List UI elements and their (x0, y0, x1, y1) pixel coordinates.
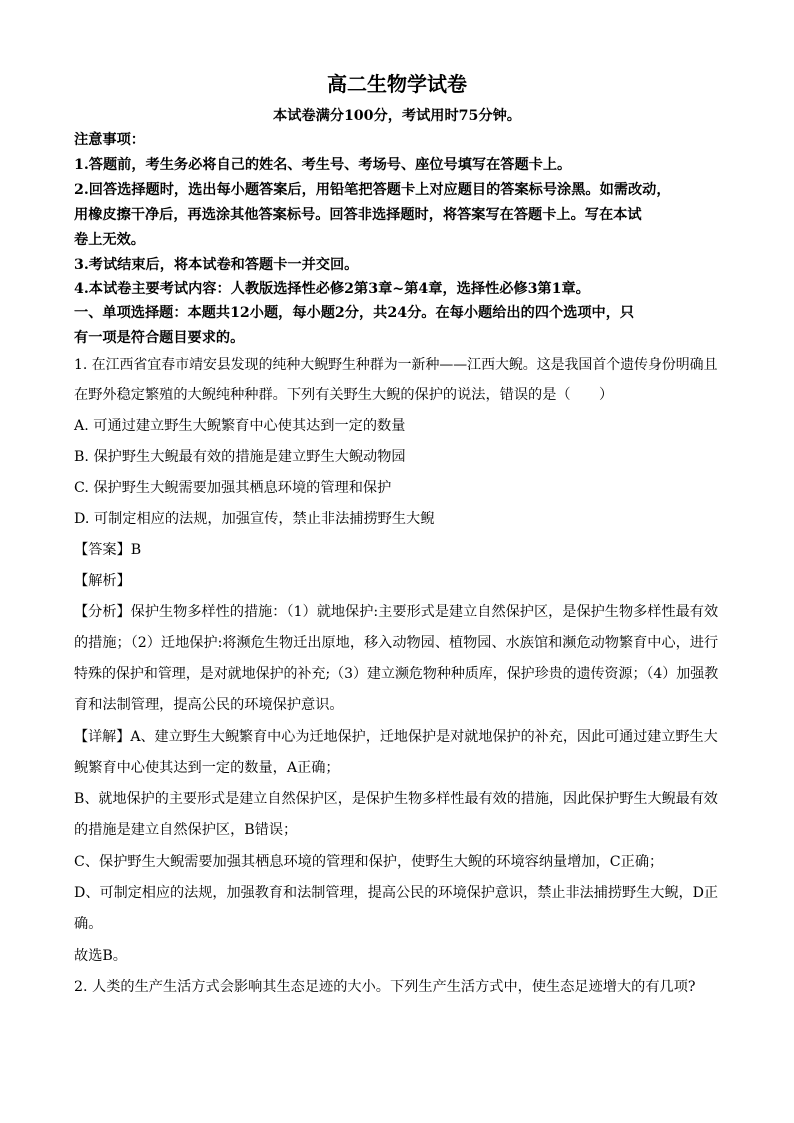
analysis-label: 【解析】 (74, 573, 131, 589)
answer: 【答案】B (74, 542, 142, 558)
detail-line: C、保护野生大鲵需要加强其栖息环境的管理和保护，使野生大鲵的环境容纳量增加，C正确； (74, 854, 664, 870)
notice-line: 用橡皮擦干净后，再选涂其他答案标号。回答非选择题时，将答案写在答题卡上。写在本试 (74, 207, 642, 223)
question-1-stem: 1. 在江西省宜春市靖安县发现的纯种大鲵野生种群为一新种——江西大鲵。这是我国首个遗传身份明确且 (74, 357, 718, 373)
page-title: 高二生物学试卷 (327, 72, 467, 96)
analysis-line: 育和法制管理，提高公民的环境保护意识。 (74, 697, 344, 713)
detail-line: 【详解】A、建立野生大鲵繁育中心为迁地保护，迁地保护是对就地保护的补充，因此可通过建立野生大 (74, 729, 718, 745)
option-a: A. 可通过建立野生大鲵繁育中心使其达到一定的数量 (74, 418, 406, 434)
notice-line: 1.答题前，考生务必将自己的姓名、考生号、考场号、座位号填写在答题卡上。 (74, 157, 572, 173)
option-d: D. 可制定相应的法规，加强宣传，禁止非法捕捞野生大鲵 (74, 511, 435, 527)
analysis-line: 特殊的保护和管理，是对就地保护的补充;（3）建立濒危物种种质库，保护珍贵的遗传资源；（4）加强教 (74, 666, 719, 682)
option-b: B. 保护野生大鲵最有效的措施是建立野生大鲵动物园 (74, 449, 406, 465)
detail-line: 鲵繁育中心使其达到一定的数量，A正确； (74, 760, 340, 776)
option-c: C. 保护野生大鲵需要加强其栖息环境的管理和保护 (74, 480, 392, 496)
section-heading: 有一项是符合题目要求的。 (74, 330, 245, 346)
notice-line: 2.回答选择题时，选出每小题答案后，用铅笔把答题卡上对应题目的答案标号涂黑。如需改动， (74, 182, 671, 198)
detail-line: D、可制定相应的法规，加强教育和法制管理，提高公民的环境保护意识，禁止非法捕捞野生大鲵，D正 (74, 885, 719, 901)
question-2-stem: 2. 人类的生产生活方式会影响其生态足迹的大小。下列生产生活方式中，使生态足迹增大的有几项? (74, 979, 696, 995)
section-heading: 一、单项选择题：本题共12小题，每小题2分，共24分。在每小题给出的四个选项中，只 (74, 305, 635, 321)
question-1-stem: 在野外稳定繁殖的大鲵纯种种群。下列有关野生大鲵的保护的说法，错误的是（ ） (74, 387, 614, 403)
detail-line: 故选B。 (74, 948, 127, 964)
notice-line: 4.本试卷主要考试内容：人教版选择性必修2第3章~第4章，选择性必修3第1章。 (74, 281, 590, 297)
exam-info: 本试卷满分100分，考试用时75分钟。 (273, 108, 521, 124)
notice-line: 3.考试结束后，将本试卷和答题卡一并交回。 (74, 257, 359, 273)
analysis-line: 的措施；（2）迁地保护:将濒危生物迁出原地，移入动物园、植物园、水族馆和濒危动物繁育中心，进行 (74, 635, 719, 651)
detail-line: B、就地保护的主要形式是建立自然保护区，是保护生物多样性最有效的措施，因此保护野生大鲵最有效 (74, 791, 718, 807)
analysis-line: 【分析】保护生物多样性的措施：（1）就地保护:主要形式是建立自然保护区，是保护生物多样性最有效 (74, 604, 719, 620)
detail-line: 的措施是建立自然保护区，B错误； (74, 822, 298, 838)
notice-line: 卷上无效。 (74, 232, 145, 248)
notice-heading: 注意事项： (74, 132, 145, 148)
detail-line: 确。 (74, 916, 103, 932)
